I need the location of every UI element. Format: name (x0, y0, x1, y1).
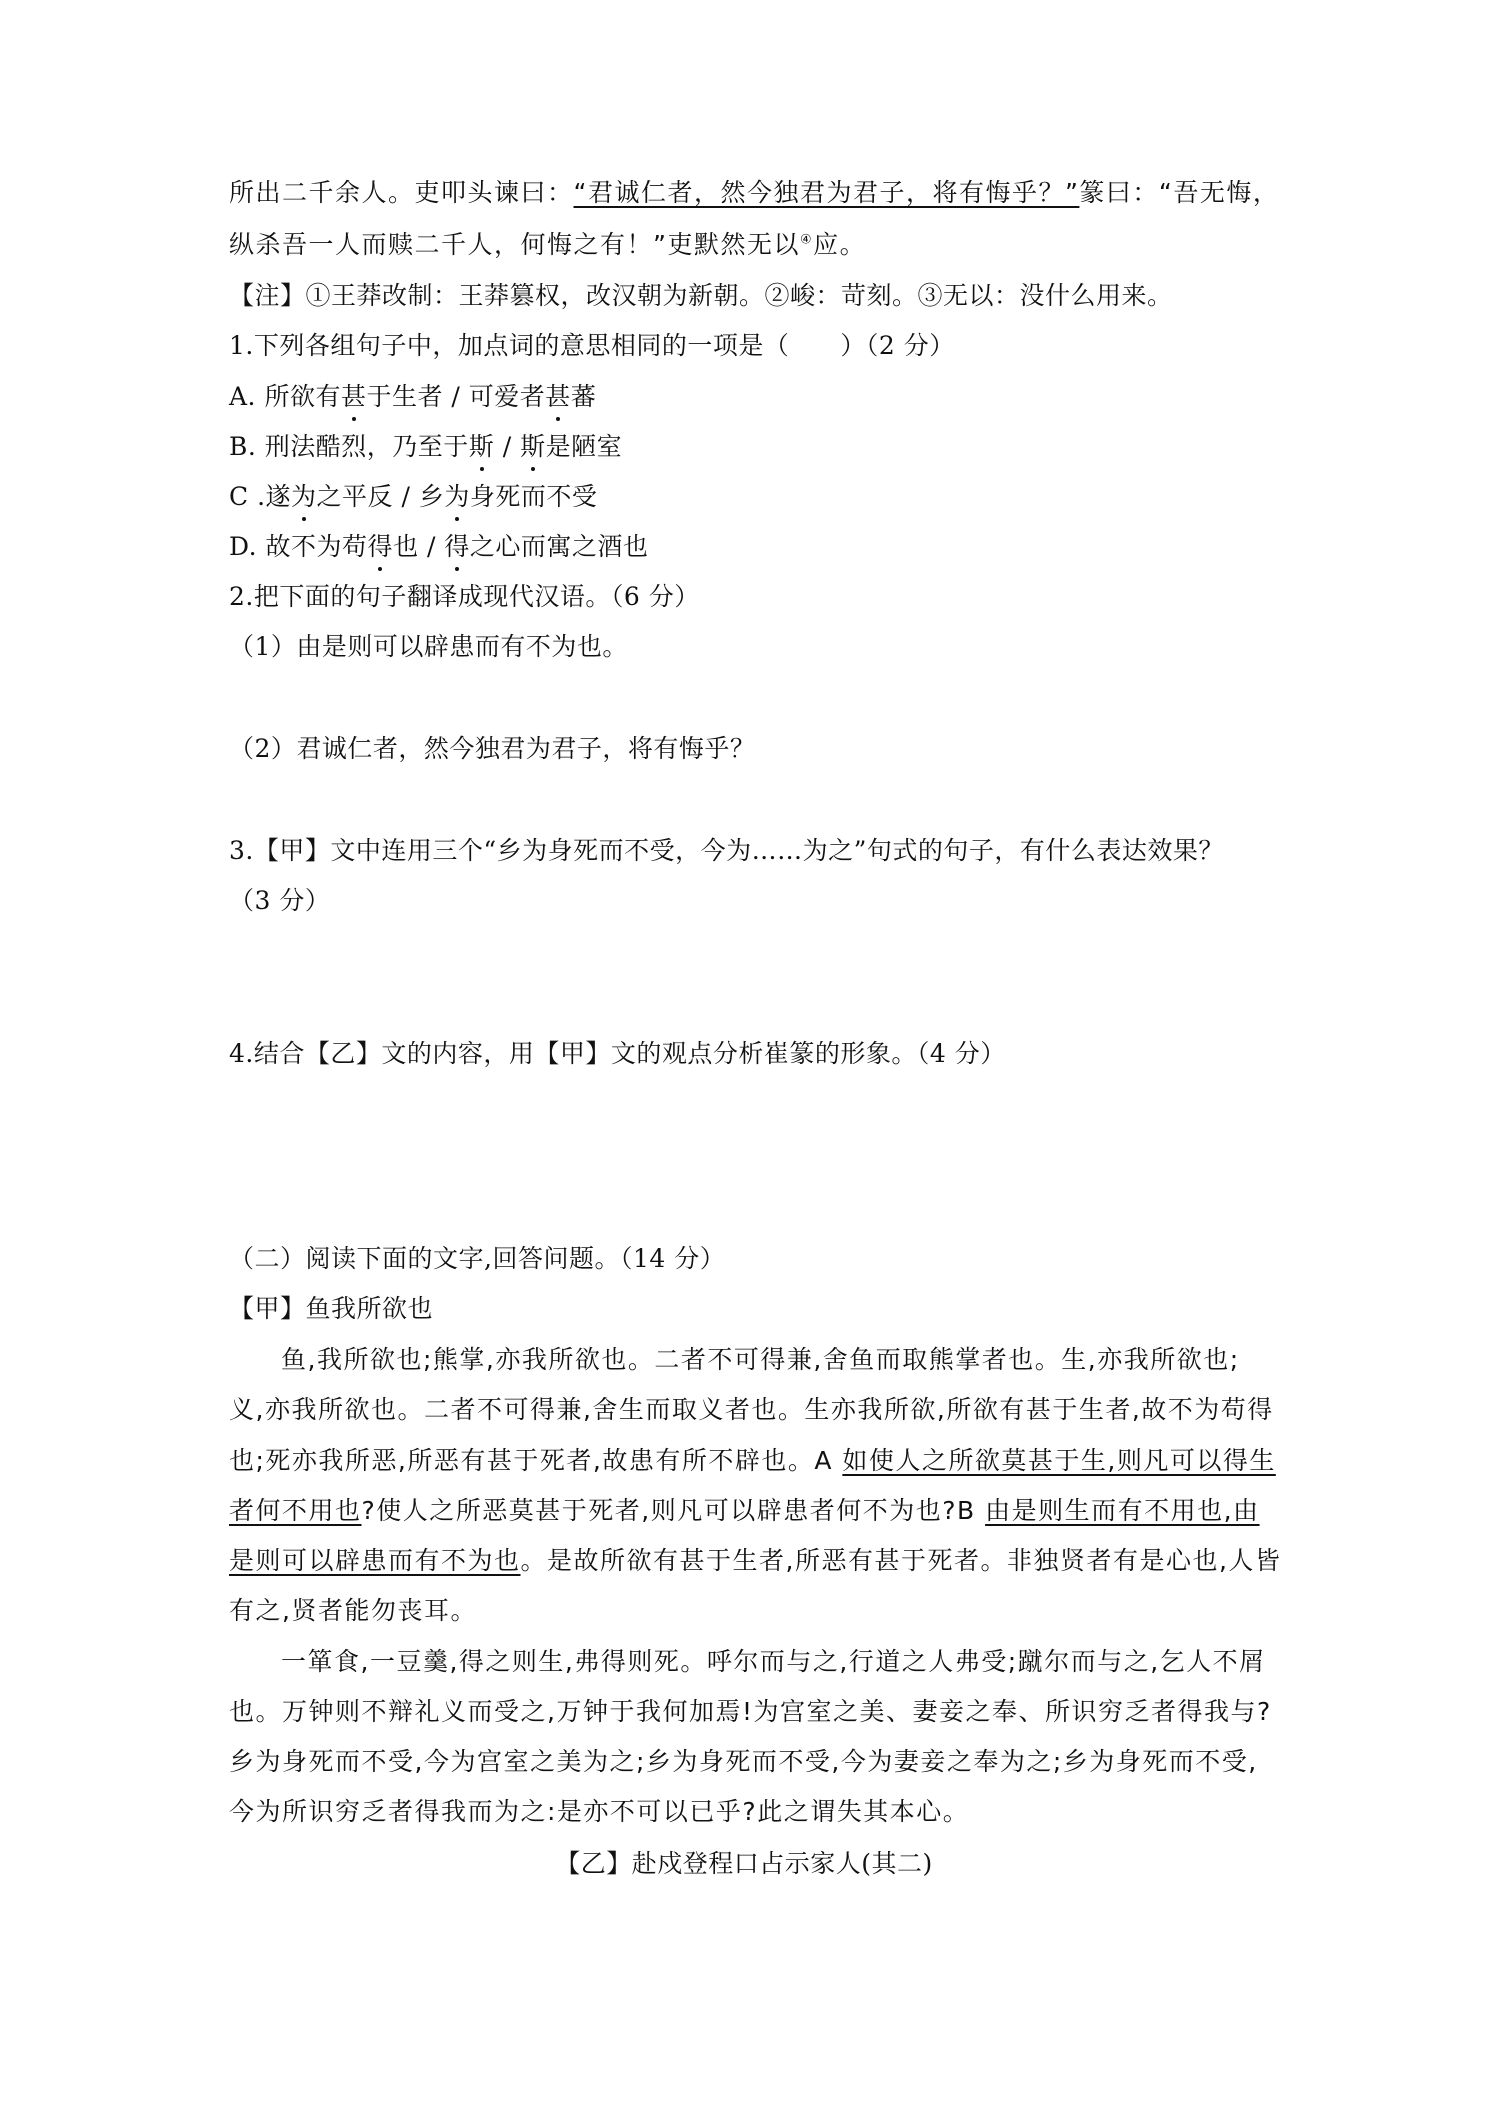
section-2-title: （二）阅读下面的文字,回答问题。（14 分） (229, 1244, 726, 1273)
passage-b-line-1 (229, 176, 1280, 210)
passage-b-text: 纵杀吾一人而赎二千人，何悔之有！”吏默然无以 (229, 230, 800, 259)
passage-jia-p2-line-1: 一箪食,一豆羹,得之则生,弗得则死。呼尔而与之,行道之人弗受;蹴尔而与之,乞人不屑 (281, 1647, 1266, 1676)
question-2-sentence-1: （1）由是则可以辟患而有不为也。 (229, 632, 628, 661)
question-1-option-a: A. 所欲有甚于生者 / 可爱者甚蕃 (229, 380, 1269, 414)
underlined-sentence-a: 如使人之所欲莫甚于生,则凡可以得生 (842, 1446, 1276, 1475)
dotted-word: 斯 (469, 430, 495, 464)
passage-b-text: 所出二千余人。吏叩头谏曰： (229, 178, 574, 207)
question-2-sentence-2: （2）君诚仁者，然今独君为君子，将有悔乎？ (229, 734, 756, 763)
underlined-sentence-b: 是则可以辟患而有不为也 (229, 1546, 521, 1575)
dotted-word: 为 (444, 480, 470, 514)
passage-jia-p1-line-3: 也;死亦我所恶,所恶有甚于死者,故患有所不辟也。A 如使人之所欲莫甚于生,则凡可以得生 (229, 1446, 1276, 1475)
question-3-stem: 3.【甲】文中连用三个“乡为身死而不受，今为……为之”句式的句子，有什么表达效果？ (229, 836, 1224, 865)
annotation-note: 【注】①王莽改制：王莽篡权，改汉朝为新朝。②峻：苛刻。③无以：没什么用来。 (229, 281, 1173, 310)
passage-b-text: 篆曰：“吾无悔， (1079, 178, 1280, 207)
footnote-marker: ④ (799, 232, 814, 248)
dotted-word: 为 (291, 480, 317, 514)
underlined-sentence-a: 者何不用也 (229, 1496, 362, 1525)
passage-jia-p2-line-3: 乡为身死而不受,今为宫室之美为之;乡为身死而不受,今为妻妾之奉为之;乡为身死而不受, (229, 1747, 1258, 1776)
dotted-word: 斯 (520, 430, 546, 464)
passage-jia-p1-line-5: 是则可以辟患而有不为也。是故所欲有甚于生者,所恶有甚于死者。非独贤者有是心也,人皆 (229, 1546, 1282, 1575)
underlined-quote: “君诚仁者，然今独君为君子，将有悔乎？” (573, 178, 1080, 207)
question-1-option-b: B. 刑法酷烈，乃至于斯 / 斯是陋室 (229, 430, 1269, 464)
passage-jia-p1-line-4: 者何不用也?使人之所恶莫甚于死者,则凡可以辟患者何不为也?B 由是则生而有不用也,由 (229, 1496, 1260, 1525)
passage-jia-title: 【甲】鱼我所欲也 (229, 1294, 434, 1323)
passage-b-line-2 (229, 228, 1269, 262)
passage-b-text: 应。 (813, 230, 867, 259)
question-2-stem: 2.把下面的句子翻译成现代汉语。（6 分） (229, 582, 700, 611)
dotted-word: 得 (444, 530, 470, 564)
passage-jia-p1-line-2: 义,亦我所欲也。二者不可得兼,舍生而取义者也。生亦我所欲,所欲有甚于生者,故不为苟得 (229, 1395, 1274, 1424)
question-3-score: （3 分） (229, 886, 331, 915)
question-1-option-c: C .遂为之平反 / 乡为身死而不受 (229, 480, 1269, 514)
passage-jia-p1-line-6: 有之,贤者能勿丧耳。 (229, 1596, 477, 1625)
underlined-sentence-b: 由是则生而有不用也,由 (985, 1496, 1260, 1525)
passage-jia-p1-line-1: 鱼,我所欲也;熊掌,亦我所欲也。二者不可得兼,舍鱼而取熊掌者也。生,亦我所欲也; (281, 1345, 1240, 1374)
passage-yi-title: 【乙】赴戍登程口占示家人(其二) (555, 1849, 933, 1878)
dotted-word: 甚 (341, 380, 367, 414)
passage-jia-p2-line-2: 也。万钟则不辩礼义而受之,万钟于我何加焉!为宫室之美、妻妾之奉、所识穷乏者得我与? (229, 1697, 1272, 1726)
question-4-stem: 4.结合【乙】文的内容，用【甲】文的观点分析崔篆的形象。（4 分） (229, 1039, 1006, 1068)
dotted-word: 得 (368, 530, 394, 564)
dotted-word: 甚 (545, 380, 571, 414)
passage-jia-p2-line-4: 今为所识穷乏者得我而为之:是亦不可以已乎?此之谓失其本心。 (229, 1797, 970, 1826)
question-1-option-d: D. 故不为苟得也 / 得之心而寓之酒也 (229, 530, 1269, 564)
question-1-stem: 1.下列各组句子中，加点词的意思相同的一项是（ ）（2 分） (229, 331, 955, 360)
